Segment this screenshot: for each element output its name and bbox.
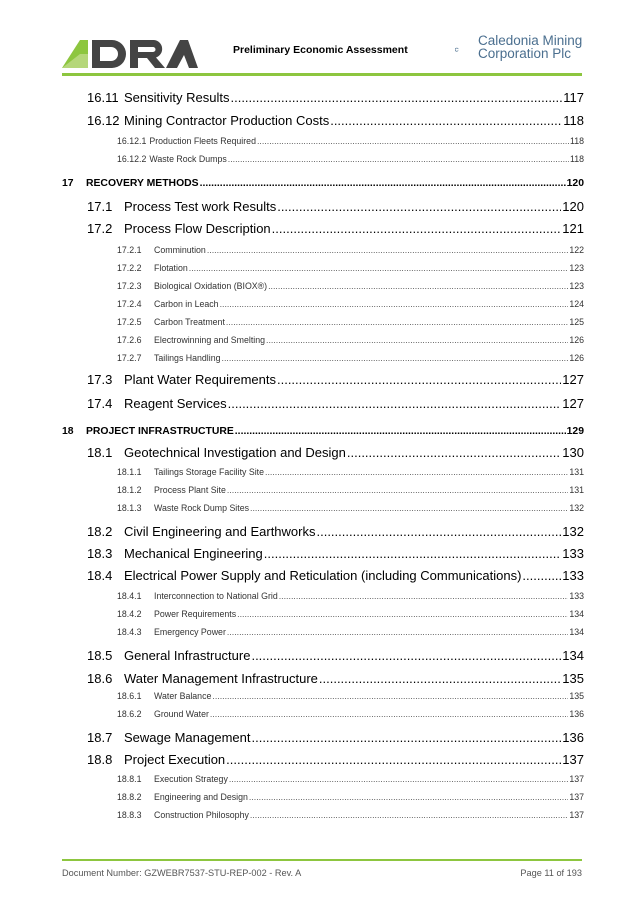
toc-dot-leader — [226, 317, 568, 327]
toc-entry-page: 126 — [569, 353, 584, 363]
toc-dot-leader — [522, 568, 561, 583]
toc-entry-title: Production Fleets Required — [149, 136, 256, 146]
toc-entry-page: 137 — [569, 774, 584, 784]
toc-entry-title: Reagent Services — [124, 396, 227, 411]
toc-entry-title: Carbon in Leach — [154, 299, 219, 309]
toc-entry[interactable] — [62, 299, 584, 309]
toc-dot-leader — [265, 467, 568, 477]
toc-entry-title: Sewage Management — [124, 730, 251, 745]
toc-entry-page: 130 — [562, 445, 584, 460]
toc-dot-leader — [257, 136, 569, 146]
toc-entry-title: Process Flow Description — [124, 221, 271, 236]
toc-entry-page: 123 — [569, 281, 584, 291]
toc-dot-leader — [347, 445, 561, 460]
toc-entry-page: 117 — [563, 90, 584, 105]
toc-dot-leader — [227, 485, 568, 495]
toc-entry[interactable] — [62, 671, 584, 686]
toc-entry[interactable] — [62, 609, 584, 619]
toc-entry-number: 18.1 — [87, 445, 113, 460]
toc-dot-leader — [235, 426, 566, 437]
toc-entry-title: Tailings Storage Facility Site — [154, 467, 265, 477]
toc-entry-title: Sensitivity Results — [124, 90, 230, 105]
toc-entry[interactable] — [62, 136, 584, 146]
toc-entry[interactable] — [62, 485, 584, 495]
toc-entry-title: Water Balance — [154, 691, 212, 701]
toc-entry-number: 18.4.2 — [117, 609, 142, 619]
toc-entry-number: 17.2.1 — [117, 245, 142, 255]
toc-entry-number: 17.2.3 — [117, 281, 142, 291]
toc-entry-title: RECOVERY METHODS — [86, 178, 199, 189]
toc-dot-leader — [220, 299, 569, 309]
toc-entry-title: Electrical Power Supply and Reticulation (including Communications) — [124, 568, 522, 583]
toc-entry-number: 18.4 — [87, 568, 113, 583]
toc-entry-page: 136 — [569, 709, 584, 719]
caledonia-logo-text: Caledonia Mining Corporation Plc — [478, 33, 583, 61]
toc-entry-page: 137 — [569, 810, 584, 820]
toc-entry[interactable] — [62, 221, 584, 236]
toc-entry[interactable] — [62, 546, 584, 561]
toc-entry-number: 18.8.1 — [117, 774, 142, 784]
toc-dot-leader — [277, 372, 561, 387]
toc-entry-title: PROJECT INFRASTRUCTURE — [86, 426, 234, 437]
toc-entry-title: Electrowinning and Smelting — [154, 335, 266, 345]
toc-entry-number: 16.12.1 — [117, 136, 147, 146]
document-title: Preliminary Economic Assessment — [233, 44, 408, 56]
toc-entry[interactable] — [62, 792, 584, 802]
toc-entry[interactable] — [62, 503, 584, 513]
toc-entry-number: 16.12 — [87, 113, 120, 128]
document-number: Document Number: GZWEBR7537-STU-REP-002 - Rev. A — [62, 868, 302, 878]
toc-entry-title: Process Plant Site — [154, 485, 226, 495]
toc-entry-title: Flotation — [154, 263, 188, 273]
toc-entry[interactable] — [62, 774, 584, 784]
toc-entry-page: 135 — [569, 691, 584, 701]
toc-entry[interactable] — [62, 90, 584, 105]
toc-entry-page: 127 — [562, 396, 584, 411]
toc-dot-leader — [268, 281, 568, 291]
toc-entry[interactable] — [62, 113, 584, 128]
toc-entry-page: 118 — [563, 113, 584, 128]
toc-dot-leader — [249, 792, 568, 802]
toc-entry-number: 18.5 — [87, 648, 113, 663]
toc-dot-leader — [212, 691, 568, 701]
toc-entry-title: Power Requirements — [154, 609, 237, 619]
toc-entry-title: General Infrastructure — [124, 648, 251, 663]
toc-entry-page: 126 — [569, 335, 584, 345]
toc-entry-number: 18 — [62, 426, 74, 437]
footer-divider — [62, 859, 582, 861]
toc-entry-number: 18.8.2 — [117, 792, 142, 802]
toc-entry[interactable] — [62, 467, 584, 477]
toc-entry[interactable] — [62, 591, 584, 601]
toc-entry[interactable] — [62, 199, 584, 214]
toc-entry-number: 18.1.3 — [117, 503, 142, 513]
toc-entry[interactable] — [62, 353, 584, 363]
toc-dot-leader — [207, 245, 568, 255]
toc-entry-number: 16.11 — [87, 90, 119, 105]
toc-entry-number: 18.2 — [87, 524, 113, 539]
toc-entry-number: 18.7 — [87, 730, 113, 745]
toc-dot-leader — [250, 810, 568, 820]
toc-entry-page: 125 — [569, 317, 584, 327]
toc-entry-title: Ground Water — [154, 709, 209, 719]
toc-entry[interactable] — [62, 730, 584, 745]
toc-entry[interactable] — [62, 245, 584, 255]
toc-entry-title: Execution Strategy — [154, 774, 228, 784]
toc-dot-leader — [266, 335, 568, 345]
toc-dot-leader — [279, 591, 569, 601]
toc-entry-title: Construction Philosophy — [154, 810, 249, 820]
dra-logo — [62, 34, 198, 70]
toc-dot-leader — [250, 503, 568, 513]
toc-dot-leader — [222, 353, 569, 363]
toc-dot-leader — [237, 609, 568, 619]
toc-dot-leader — [229, 774, 568, 784]
toc-entry-number: 17.2.6 — [117, 335, 142, 345]
toc-entry[interactable] — [62, 524, 584, 539]
toc-entry-page: 133 — [562, 546, 584, 561]
toc-dot-leader — [227, 627, 568, 637]
toc-entry-number: 18.1.2 — [117, 485, 142, 495]
toc-entry-title: Comminution — [154, 245, 206, 255]
toc-dot-leader — [230, 90, 562, 105]
toc-entry[interactable] — [62, 263, 584, 273]
toc-entry-number: 17.2.2 — [117, 263, 142, 273]
toc-entry[interactable] — [62, 426, 584, 437]
toc-dot-leader — [228, 396, 562, 411]
toc-entry-number: 18.8.3 — [117, 810, 142, 820]
toc-dot-leader — [319, 671, 561, 686]
toc-entry[interactable] — [62, 335, 584, 345]
toc-entry-number: 18.6 — [87, 671, 113, 686]
toc-entry[interactable] — [62, 709, 584, 719]
toc-entry-title: Process Test work Results — [124, 199, 277, 214]
toc-entry[interactable] — [62, 810, 584, 820]
header-divider — [62, 73, 582, 76]
toc-entry-title: Geotechnical Investigation and Design — [124, 445, 346, 460]
toc-entry-number: 16.12.2 — [117, 154, 147, 164]
toc-dot-leader — [272, 221, 562, 236]
toc-entry-page: 133 — [562, 568, 584, 583]
toc-entry[interactable] — [62, 627, 584, 637]
toc-entry-title: Biological Oxidation (BIOX®) — [154, 281, 268, 291]
toc-entry-number: 17.4 — [87, 396, 113, 411]
toc-dot-leader — [251, 730, 561, 745]
toc-entry[interactable] — [62, 317, 584, 327]
toc-entry[interactable] — [62, 178, 584, 189]
toc-entry-title: Tailings Handling — [154, 353, 221, 363]
toc-entry-number: 18.6.1 — [117, 691, 142, 701]
page-header — [0, 0, 644, 80]
toc-entry-page: 127 — [562, 372, 584, 387]
toc-dot-leader — [200, 178, 566, 189]
toc-entry-title: Plant Water Requirements — [124, 372, 276, 387]
toc-entry-number: 18.8 — [87, 752, 113, 767]
toc-entry-page: 134 — [562, 648, 584, 663]
toc-entry-title: Waste Rock Dump Sites — [154, 503, 250, 513]
toc-entry-title: Mining Contractor Production Costs — [124, 113, 330, 128]
toc-entry-title: Engineering and Design — [154, 792, 248, 802]
toc-entry-number: 17.2.5 — [117, 317, 142, 327]
toc-entry-number: 17.2.4 — [117, 299, 142, 309]
toc-entry-page: 134 — [569, 609, 584, 619]
toc-dot-leader — [226, 752, 561, 767]
toc-entry[interactable] — [62, 154, 584, 164]
toc-entry-title: Interconnection to National Grid — [154, 591, 278, 601]
caledonia-logo-icon — [455, 36, 477, 64]
toc-entry-page: 133 — [569, 591, 584, 601]
page-number: Page 11 of 193 — [520, 868, 582, 878]
toc-entry-page: 136 — [562, 730, 584, 745]
toc-entry-page: 132 — [569, 503, 584, 513]
toc-dot-leader — [251, 648, 561, 663]
toc-entry-title: Project Execution — [124, 752, 226, 767]
toc-entry-number: 17.3 — [87, 372, 113, 387]
toc-entry[interactable] — [62, 396, 584, 411]
toc-entry-page: 137 — [569, 792, 584, 802]
toc-entry-number: 18.4.3 — [117, 627, 142, 637]
toc-entry-number: 18.6.2 — [117, 709, 142, 719]
toc-entry[interactable] — [62, 372, 584, 387]
toc-entry[interactable] — [62, 445, 584, 460]
toc-entry-page: 131 — [569, 485, 584, 495]
toc-dot-leader — [228, 154, 569, 164]
toc-entry-number: 17 — [62, 178, 74, 189]
toc-dot-leader — [264, 546, 562, 561]
toc-entry-title: Water Management Infrastructure — [124, 671, 318, 686]
toc-entry-title: Waste Rock Dumps — [149, 154, 227, 164]
toc-entry-page: 132 — [562, 524, 584, 539]
toc-entry-page: 124 — [569, 299, 584, 309]
toc-dot-leader — [189, 263, 569, 273]
toc-dot-leader — [330, 113, 562, 128]
toc-entry-title: Carbon Treatment — [154, 317, 225, 327]
toc-entry[interactable] — [62, 691, 584, 701]
toc-entry-page: 121 — [562, 221, 584, 236]
toc-entry-number: 17.1 — [87, 199, 113, 214]
toc-entry-page: 120 — [566, 178, 584, 189]
toc-entry[interactable] — [62, 281, 584, 291]
toc-entry-page: 137 — [562, 752, 584, 767]
toc-entry-page: 118 — [569, 154, 584, 164]
toc-entry-page: 134 — [569, 627, 584, 637]
toc-entry-title: Emergency Power — [154, 627, 226, 637]
toc-entry-page: 131 — [569, 467, 584, 477]
toc-dot-leader — [210, 709, 568, 719]
toc-entry[interactable] — [62, 648, 584, 663]
toc-entry-title: Civil Engineering and Earthworks — [124, 524, 316, 539]
toc-entry-page: 135 — [562, 671, 584, 686]
toc-entry-number: 17.2.7 — [117, 353, 142, 363]
toc-entry-number: 18.3 — [87, 546, 113, 561]
toc-entry-number: 18.4.1 — [117, 591, 142, 601]
toc-entry-page: 120 — [562, 199, 584, 214]
toc-entry-title: Mechanical Engineering — [124, 546, 263, 561]
toc-entry-number: 17.2 — [87, 221, 113, 236]
toc-entry[interactable] — [62, 752, 584, 767]
toc-entry-page: 118 — [569, 136, 584, 146]
toc-entry[interactable] — [62, 568, 584, 583]
toc-entry-page: 129 — [566, 426, 584, 437]
toc-entry-page: 123 — [569, 263, 584, 273]
toc-dot-leader — [277, 199, 561, 214]
toc-entry-number: 18.1.1 — [117, 467, 142, 477]
toc-dot-leader — [316, 524, 561, 539]
toc-entry-page: 122 — [569, 245, 584, 255]
